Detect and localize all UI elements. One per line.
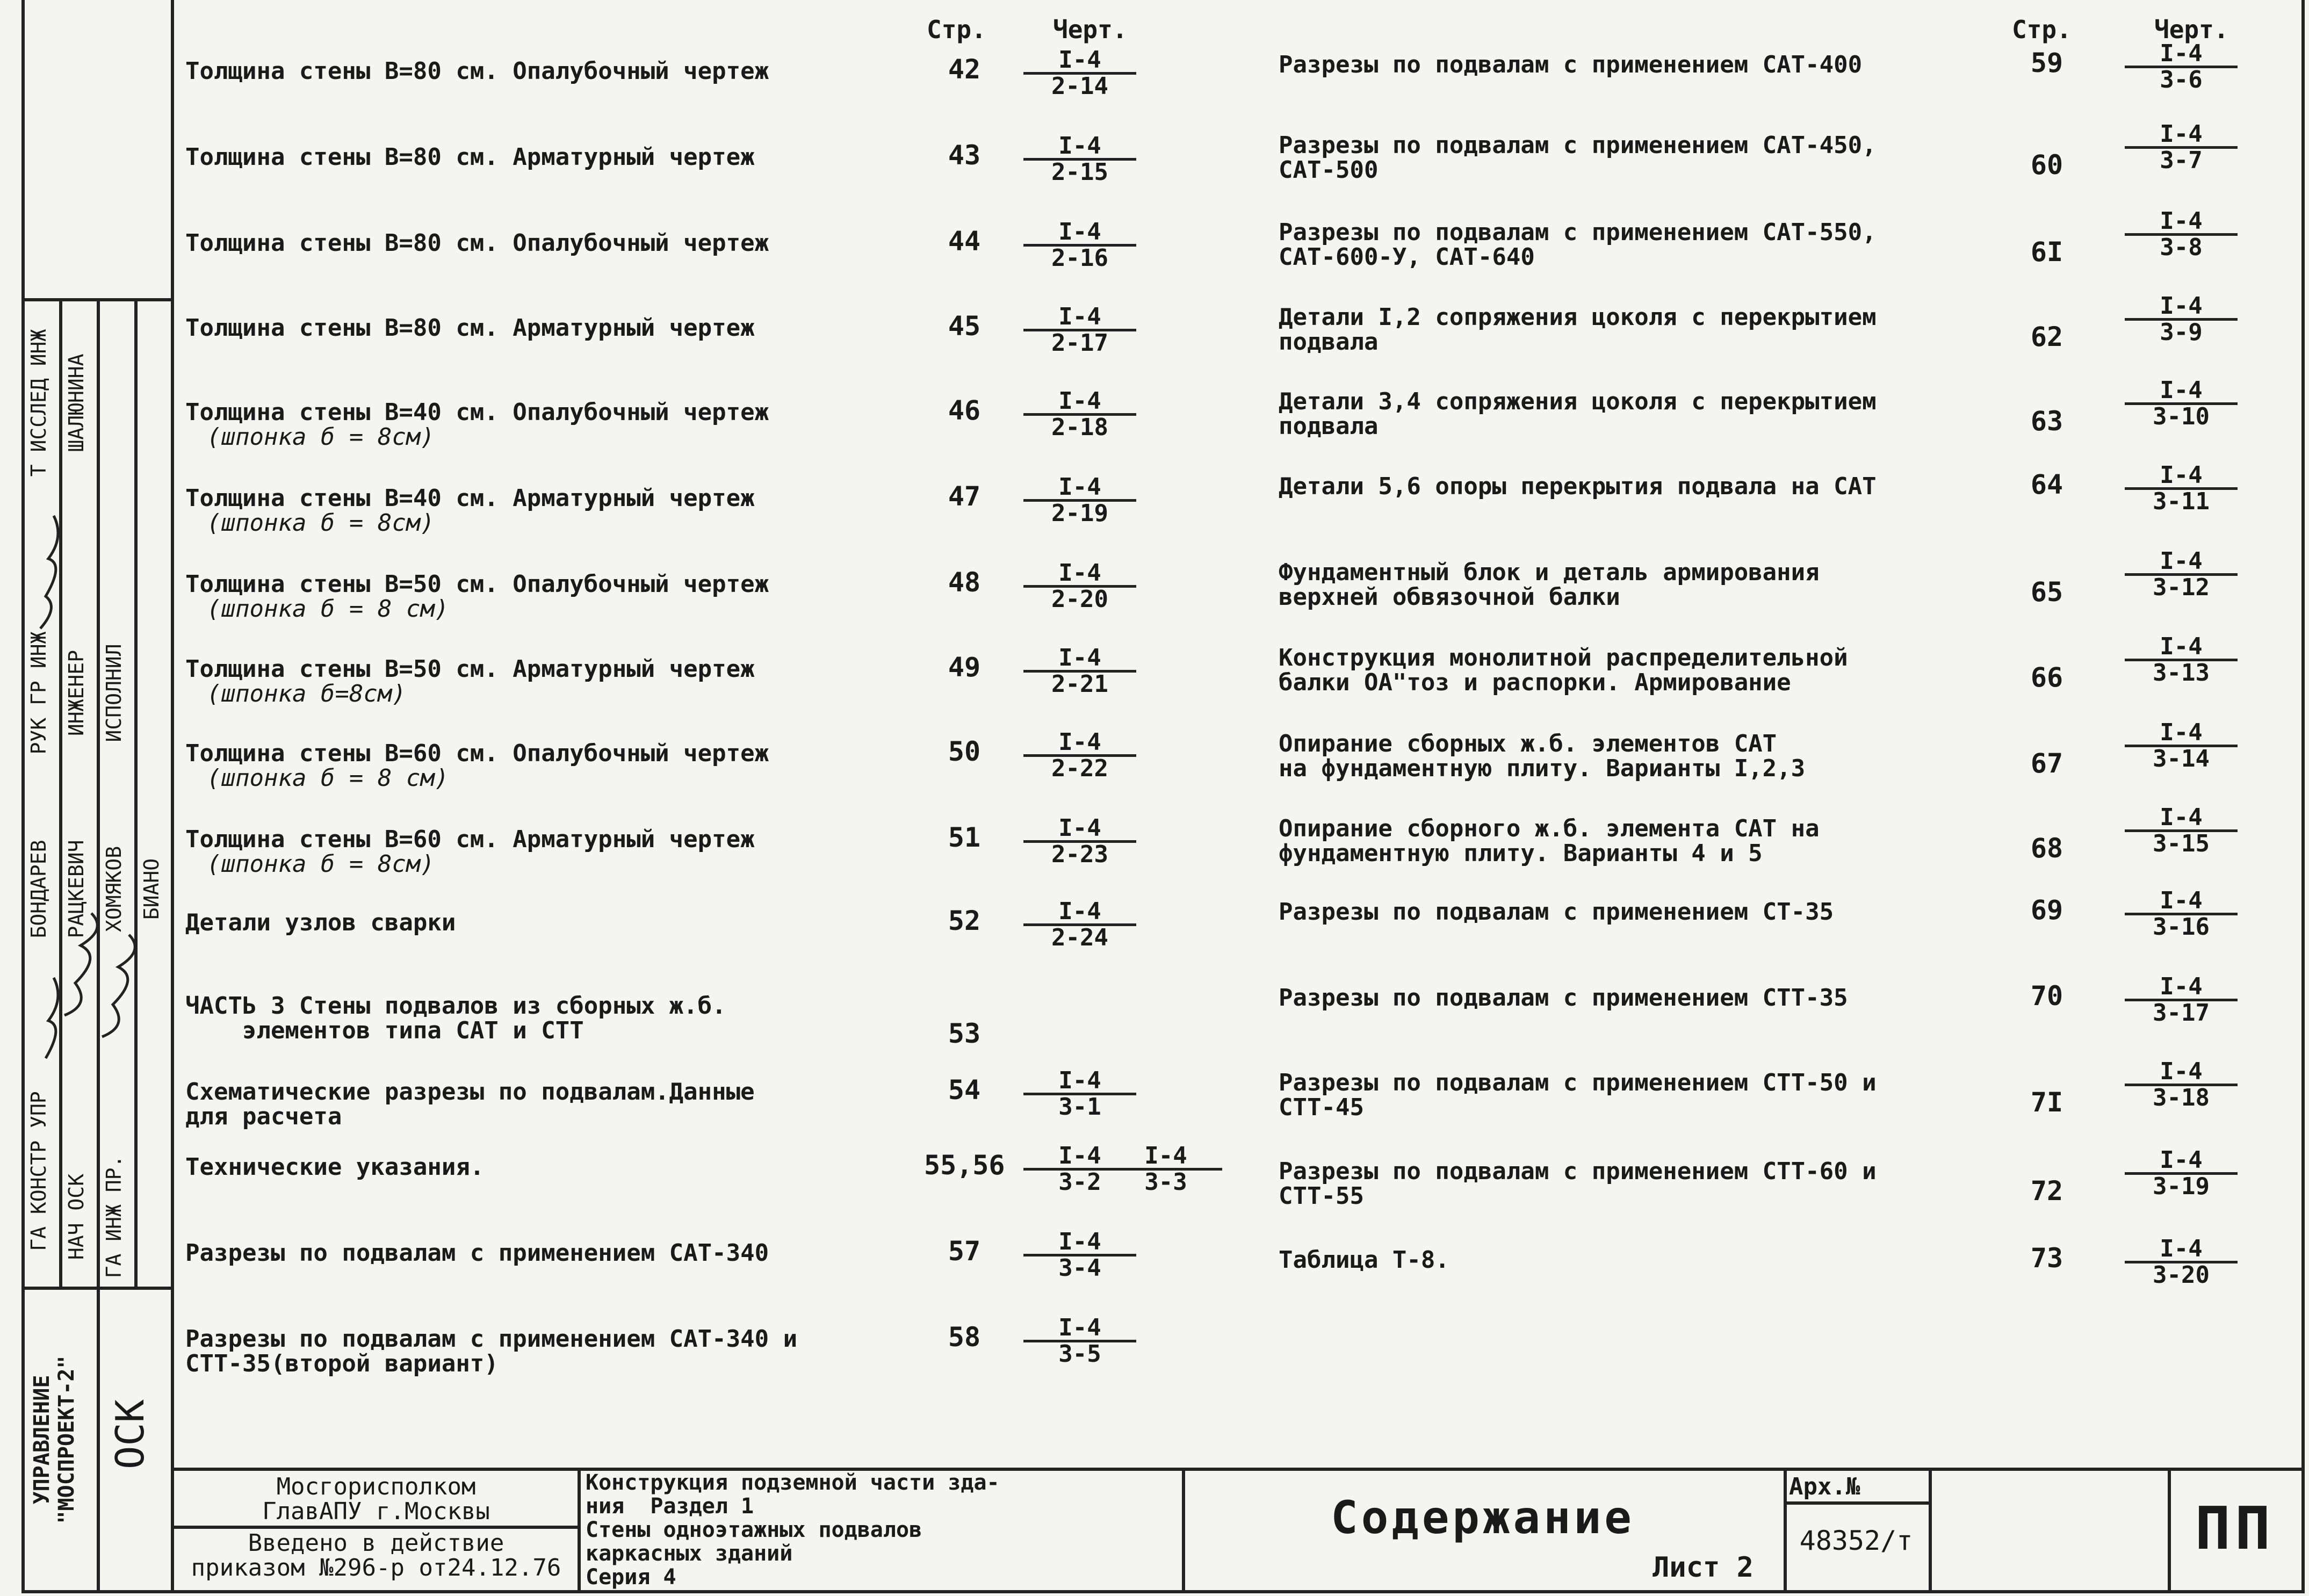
- row-page-number: 44: [948, 226, 981, 257]
- row-drawing-ref-numerator: I-4: [2160, 292, 2203, 320]
- row-drawing-ref-denominator: 3-17: [2125, 999, 2238, 1025]
- row-drawing-ref: [1023, 561, 1136, 611]
- row-title: Разрезы по подвалам с применением САТ-400: [1279, 51, 1863, 78]
- sheet-code: ПП: [2195, 1494, 2275, 1563]
- row-drawing-ref-denominator: 2-14: [1023, 72, 1136, 98]
- enacted-text: Введено в действие приказом №296-р от24.12.76: [191, 1529, 561, 1581]
- row-drawing-ref-numerator: I-4: [1058, 1314, 1101, 1341]
- title-block-divider: [1784, 1501, 1929, 1505]
- row-drawing-ref-denominator: 3-13: [2125, 659, 2238, 685]
- row-drawing-ref: [1023, 134, 1136, 184]
- signature-1: [40, 516, 58, 629]
- row-drawing-ref-denominator: 2-16: [1023, 244, 1136, 270]
- row-page-number: 55,56: [924, 1150, 1005, 1181]
- row-drawing-ref-numerator: I-4: [1058, 473, 1101, 501]
- row-title: Детали 5,6 опоры перекрытия подвала на САТ: [1279, 473, 1877, 500]
- sheet-title: Содержание: [1331, 1491, 1635, 1544]
- row-drawing-ref-denominator: 3-6: [2125, 66, 2238, 92]
- row-page-number: 7I: [2030, 1087, 2063, 1118]
- row-page-number: 47: [948, 481, 981, 512]
- right-drawing-header: Черт.: [2154, 15, 2229, 44]
- signature-3: [102, 935, 135, 1037]
- row-page-number: 53: [948, 1018, 981, 1049]
- stamp-role: РУК ГР ИНЖ: [27, 631, 50, 755]
- row-title: Разрезы по подвалам с применением СТТ-50 и СТТ-45: [1279, 1069, 1877, 1121]
- row-drawing-ref-denominator: 3-18: [2125, 1084, 2238, 1110]
- row-drawing-ref-denominator: 2-18: [1023, 413, 1136, 439]
- row-drawing-ref-numerator: I-4: [1058, 46, 1101, 74]
- row-title: Толщина стены B=60 см. Арматурный чертеж: [185, 826, 755, 853]
- project-text: Конструкция подземной части зда- ния Раздел 1 Стены одноэтажных подвалов каркасных зданий Серия 4: [586, 1470, 1000, 1590]
- row-drawing-ref-denominator: 2-22: [1023, 754, 1136, 781]
- row-page-number: 58: [948, 1321, 981, 1353]
- title-block-divider: [1182, 1468, 1185, 1591]
- stamp-role: ИНЖЕНЕР: [64, 649, 88, 736]
- row-title: Опирание сборного ж.б. элемента САТ на фундаментную плиту. Варианты 4 и 5: [1279, 815, 1820, 867]
- row-drawing-ref: [2125, 547, 2238, 601]
- row-page-number: 63: [2030, 406, 2063, 437]
- row-drawing-ref-denominator: 3-12: [2125, 573, 2238, 600]
- row-drawing-ref-denominator: 3-1: [1023, 1093, 1136, 1119]
- row-drawing-ref-numerator: I-4: [2160, 377, 2203, 404]
- row-title: Толщина стены B=80 см. Опалубочный чертеж: [185, 229, 769, 257]
- row-drawing-ref-numerator: I-4: [2160, 207, 2203, 235]
- row-page-number: 52: [948, 905, 981, 936]
- row-drawing-ref-numerator: I-4: [2160, 887, 2203, 914]
- archive-label: Арх.№: [1789, 1473, 1860, 1500]
- row-title: Толщина стены B=80 см. Арматурный чертеж: [185, 314, 755, 342]
- row-drawing-ref-numerator: I-4: [1058, 132, 1101, 160]
- row-page-number: 49: [948, 652, 981, 683]
- row-drawing-ref-denominator: 3-19: [2125, 1172, 2238, 1198]
- row-page-number: 60: [2030, 149, 2063, 180]
- left-page-header: Стр.: [927, 15, 986, 44]
- stamp-role: ГА ИНЖ ПР.: [102, 1155, 126, 1279]
- row-title: Толщина стены B=50 см. Опалубочный чертеж: [185, 570, 769, 598]
- row-page-number: 46: [948, 395, 981, 426]
- row-drawing-ref-numerator: I-4: [2160, 1058, 2203, 1085]
- row-drawing-ref-denominator: 2-23: [1023, 840, 1136, 866]
- row-drawing-ref-numerator: I-4: [2160, 120, 2203, 148]
- stamp-name: РАЦКЕВИЧ: [64, 840, 88, 938]
- row-page-number: 65: [2030, 576, 2063, 608]
- row-drawing-ref-denominator: 2-24: [1023, 923, 1136, 950]
- row-page-number: 67: [2030, 748, 2063, 779]
- title-block-divider: [1929, 1468, 1932, 1591]
- row-title: Детали узлов сварки: [185, 909, 456, 936]
- row-title: Фундаментный блок и деталь армирования верхней обвязочной балки: [1279, 559, 1820, 611]
- stamp-role: ГА КОНСТР УПР: [27, 1091, 50, 1251]
- row-title: Разрезы по подвалам с применением САТ-340 и СТТ-35(второй вариант): [185, 1325, 798, 1377]
- row-drawing-ref: [1023, 48, 1136, 98]
- row-drawing-ref: [2125, 806, 2238, 856]
- row-drawing-ref-denominator: 3-11: [2125, 487, 2238, 514]
- row-drawing-ref-denominator: 3-16: [2125, 913, 2238, 939]
- row-drawing-ref-2: [1109, 1144, 1222, 1194]
- row-drawing-ref-denominator: 3-10: [2125, 402, 2238, 429]
- row-page-number: 59: [2030, 47, 2063, 78]
- row-title: Детали 3,4 сопряжения цоколя с перекрытием подвала: [1279, 388, 1877, 440]
- row-drawing-ref-numerator: I-4: [2160, 804, 2203, 831]
- row-drawing-ref-numerator: I-4: [1058, 1228, 1101, 1255]
- row-drawing-ref-2-denominator: 3-3: [1109, 1168, 1222, 1194]
- row-drawing-ref-numerator: I-4: [2160, 40, 2203, 67]
- row-page-number: 42: [948, 54, 981, 85]
- title-block-top-line: [171, 1468, 2304, 1471]
- row-drawing-ref-denominator: 3-15: [2125, 829, 2238, 856]
- row-drawing-ref-numerator: I-4: [2160, 633, 2203, 660]
- row-title: Схематические разрезы по подвалам.Данные для расчета: [185, 1078, 755, 1130]
- row-title: Толщина стены B=60 см. Опалубочный чертеж: [185, 740, 769, 767]
- row-drawing-ref-numerator: I-4: [2160, 547, 2203, 575]
- row-note: (шпонка б = 8см): [207, 423, 435, 451]
- row-title: Технические указания.: [185, 1153, 485, 1181]
- row-note: (шпонка б = 8см): [207, 509, 435, 537]
- row-drawing-ref-denominator: 3-8: [2125, 233, 2238, 259]
- row-drawing-ref: [1023, 728, 1136, 782]
- row-drawing-ref-denominator: 3-2: [1023, 1168, 1136, 1194]
- row-drawing-ref-numerator: I-4: [2160, 1235, 2203, 1262]
- archive-number: 48352/т: [1799, 1525, 1913, 1556]
- row-drawing-ref-numerator: I-4: [2160, 461, 2203, 489]
- stamp-name: ХОМЯКОВ: [102, 846, 126, 933]
- row-drawing-ref-denominator: 3-7: [2125, 146, 2238, 172]
- row-title: ЧАСТЬ 3 Стены подвалов из сборных ж.б. элементов типа САТ и СТТ: [185, 992, 726, 1044]
- row-page-number: 66: [2030, 662, 2063, 693]
- row-drawing-ref-denominator: 3-14: [2125, 745, 2238, 771]
- row-drawing-ref-denominator: 3-20: [2125, 1261, 2238, 1287]
- row-title: Опирание сборных ж.б. элементов САТ на фундаментную плиту. Варианты I,2,3: [1279, 730, 1806, 782]
- title-block-divider: [1784, 1468, 1787, 1591]
- row-drawing-ref: [1023, 305, 1136, 355]
- row-drawing-ref-denominator: 3-9: [2125, 318, 2238, 344]
- row-drawing-ref: [1023, 1316, 1136, 1366]
- row-drawing-ref-denominator: 2-21: [1023, 670, 1136, 696]
- row-note: (шпонка б = 8 см): [207, 764, 449, 792]
- row-page-number: 64: [2030, 469, 2063, 500]
- row-drawing-ref: [1023, 1069, 1136, 1119]
- row-drawing-ref: [2125, 1237, 2238, 1287]
- row-drawing-ref: [2125, 42, 2238, 92]
- row-drawing-ref: [2125, 1146, 2238, 1200]
- row-drawing-ref: [2125, 461, 2238, 515]
- stamp-dept: ОСК: [107, 1399, 153, 1470]
- row-drawing-ref: [1023, 220, 1136, 270]
- sheet-label: Лист 2: [1653, 1551, 1754, 1584]
- row-page-number: 57: [948, 1236, 981, 1267]
- row-title: Разрезы по подвалам с применением СТТ-35: [1279, 984, 1848, 1012]
- row-drawing-ref-numerator: I-4: [2160, 719, 2203, 746]
- row-drawing-ref-numerator: I-4: [1058, 303, 1101, 330]
- row-title: Разрезы по подвалам с применением САТ-340: [185, 1239, 769, 1267]
- frame-bottom-line: [21, 1590, 2305, 1593]
- stamp-org: УПРАВЛЕНИЕ "МОСПРОЕКТ-2": [30, 1355, 79, 1524]
- row-drawing-ref-numerator: I-4: [1058, 1142, 1101, 1169]
- title-block-divider: [578, 1468, 581, 1591]
- row-title: Конструкция монолитной распределительной балки ОА"тоз и распорки. Армирование: [1279, 644, 1848, 696]
- row-drawing-ref: [1023, 814, 1136, 868]
- row-drawing-ref: [2125, 721, 2238, 771]
- row-drawing-ref-numerator: I-4: [1058, 644, 1101, 671]
- row-title: Детали I,2 сопряжения цоколя с перекрытием подвала: [1279, 304, 1877, 356]
- row-page-number: 6I: [2030, 236, 2063, 268]
- row-title: Таблица Т-8.: [1279, 1246, 1449, 1274]
- row-drawing-ref: [1023, 646, 1136, 696]
- stamp-name: ШАЛЮНИНА: [64, 353, 88, 452]
- title-block-divider: [171, 1526, 579, 1529]
- row-page-number: 68: [2030, 833, 2063, 864]
- signature-2: [64, 913, 97, 1015]
- row-title: Толщина стены B=40 см. Опалубочный чертеж: [185, 399, 769, 426]
- row-drawing-ref: [2125, 635, 2238, 685]
- row-drawing-ref-numerator: I-4: [1058, 728, 1101, 756]
- title-block-divider: [2168, 1468, 2171, 1591]
- row-page-number: 69: [2030, 894, 2063, 926]
- row-drawing-ref-denominator: 2-17: [1023, 329, 1136, 355]
- stamp-role: Т ИССЛЕД ИНЖ: [27, 329, 50, 477]
- row-page-number: 45: [948, 310, 981, 342]
- row-title: Разрезы по подвалам с применением САТ-550, САТ-600-У, САТ-640: [1279, 219, 1877, 271]
- row-drawing-ref-numerator: I-4: [1058, 559, 1101, 587]
- row-drawing-ref-2-numerator: I-4: [1144, 1142, 1187, 1169]
- row-drawing-ref-numerator: I-4: [2160, 1146, 2203, 1174]
- row-page-number: 73: [2030, 1243, 2063, 1274]
- row-drawing-ref: [1023, 475, 1136, 525]
- row-page-number: 51: [948, 822, 981, 853]
- row-drawing-ref-numerator: I-4: [2160, 973, 2203, 1000]
- row-title: Толщина стены B=40 см. Арматурный чертеж: [185, 485, 755, 512]
- issuer-text: Мосгорисполком ГлавАПУ г.Москвы: [262, 1473, 490, 1525]
- stamp-name: БИАНО: [140, 858, 163, 920]
- row-page-number: 43: [948, 140, 981, 171]
- row-page-number: 54: [948, 1074, 981, 1106]
- row-drawing-ref-numerator: I-4: [1058, 814, 1101, 842]
- right-page-header: Стр.: [2012, 15, 2072, 44]
- row-note: (шпонка б = 8 см): [207, 595, 449, 623]
- row-title: Толщина стены B=80 см. Арматурный чертеж: [185, 143, 755, 171]
- side-stamp-divider: [97, 1287, 100, 1590]
- row-page-number: 50: [948, 736, 981, 767]
- row-drawing-ref-numerator: I-4: [1058, 218, 1101, 245]
- signature-scribbles: [21, 505, 172, 1139]
- row-drawing-ref-denominator: 2-19: [1023, 499, 1136, 525]
- left-drawing-header: Черт.: [1053, 15, 1128, 44]
- row-title: Толщина стены B=80 см. Опалубочный чертеж: [185, 57, 769, 85]
- stamp-role: НАЧ ОСК: [64, 1173, 88, 1260]
- row-note: (шпонка б=8см): [207, 680, 406, 707]
- row-drawing-ref: [1023, 1230, 1136, 1280]
- row-drawing-ref-numerator: I-4: [1058, 387, 1101, 415]
- row-page-number: 70: [2030, 980, 2063, 1012]
- row-page-number: 48: [948, 567, 981, 598]
- row-title: Разрезы по подвалам с применением СТТ-60 и СТТ-55: [1279, 1158, 1877, 1210]
- row-page-number: 62: [2030, 321, 2063, 352]
- row-drawing-ref: [1023, 389, 1136, 439]
- stamp-name: БОНДАРЕВ: [27, 840, 50, 938]
- row-title: Толщина стены B=50 см. Арматурный чертеж: [185, 655, 755, 683]
- row-drawing-ref-numerator: I-4: [1058, 1067, 1101, 1094]
- row-drawing-ref-denominator: 3-4: [1023, 1254, 1136, 1280]
- row-title: Разрезы по подвалам с применением СТ-35: [1279, 898, 1834, 926]
- row-drawing-ref-denominator: 2-15: [1023, 158, 1136, 184]
- row-page-number: 72: [2030, 1175, 2063, 1207]
- row-drawing-ref-denominator: 3-5: [1023, 1340, 1136, 1366]
- row-drawing-ref: [2125, 975, 2238, 1025]
- frame-right-line: [2301, 0, 2305, 1593]
- row-drawing-ref: [2125, 1060, 2238, 1110]
- row-drawing-ref-numerator: I-4: [1058, 898, 1101, 925]
- row-title: Разрезы по подвалам с применением САТ-450, САТ-500: [1279, 132, 1877, 184]
- row-drawing-ref: [2125, 294, 2238, 344]
- stamp-role: ИСПОЛНИЛ: [102, 644, 126, 742]
- row-drawing-ref-denominator: 2-20: [1023, 585, 1136, 611]
- signature-4: [46, 978, 58, 1058]
- row-drawing-ref: [2125, 889, 2238, 939]
- row-drawing-ref: [2125, 379, 2238, 429]
- row-drawing-ref: [2125, 207, 2238, 261]
- row-drawing-ref: [1023, 900, 1136, 950]
- row-note: (шпонка б = 8см): [207, 850, 435, 878]
- row-drawing-ref: [2125, 122, 2238, 172]
